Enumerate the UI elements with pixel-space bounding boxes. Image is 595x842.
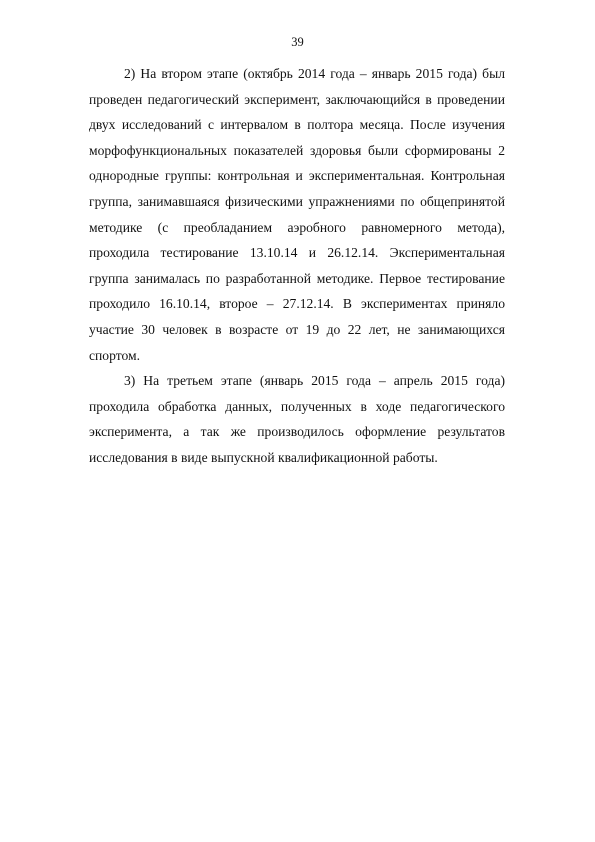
page-number: 39 bbox=[291, 35, 304, 49]
paragraph-stage-3: 3) На третьем этапе (январь 2015 года – апрель 2015 года) проходила обработка данных, полученных в ходе педагогического эксперимента, а так же производилось оформление результатов исследования в виде выпускной квалификационной работы. bbox=[89, 373, 505, 465]
paragraph-stage-2: 2) На втором этапе (октябрь 2014 года – январь 2015 года) был проведен педагогический эксперимент, заключающийся в проведении двух исследований с интервалом в полтора месяца. После изучения морфофункциональных показателей здоровья были сформированы 2 однородные группы: контрольная и экспериментальная. Контрольная группа, занимавшаяся физическими упражнениями по общепринятой методике (с преобладанием аэробного равномерного метода), проходила тестирование 13.10.14 и 26.12.14. Экспериментальная группа занималась по разработанной методике. Первое тестирование проходило 16.10.14, второе – 27.12.14. В экспериментах приняло участие 30 человек в возрасте от 19 до 22 лет, не занимающихся спортом. bbox=[89, 66, 505, 363]
document-body bbox=[89, 61, 505, 471]
